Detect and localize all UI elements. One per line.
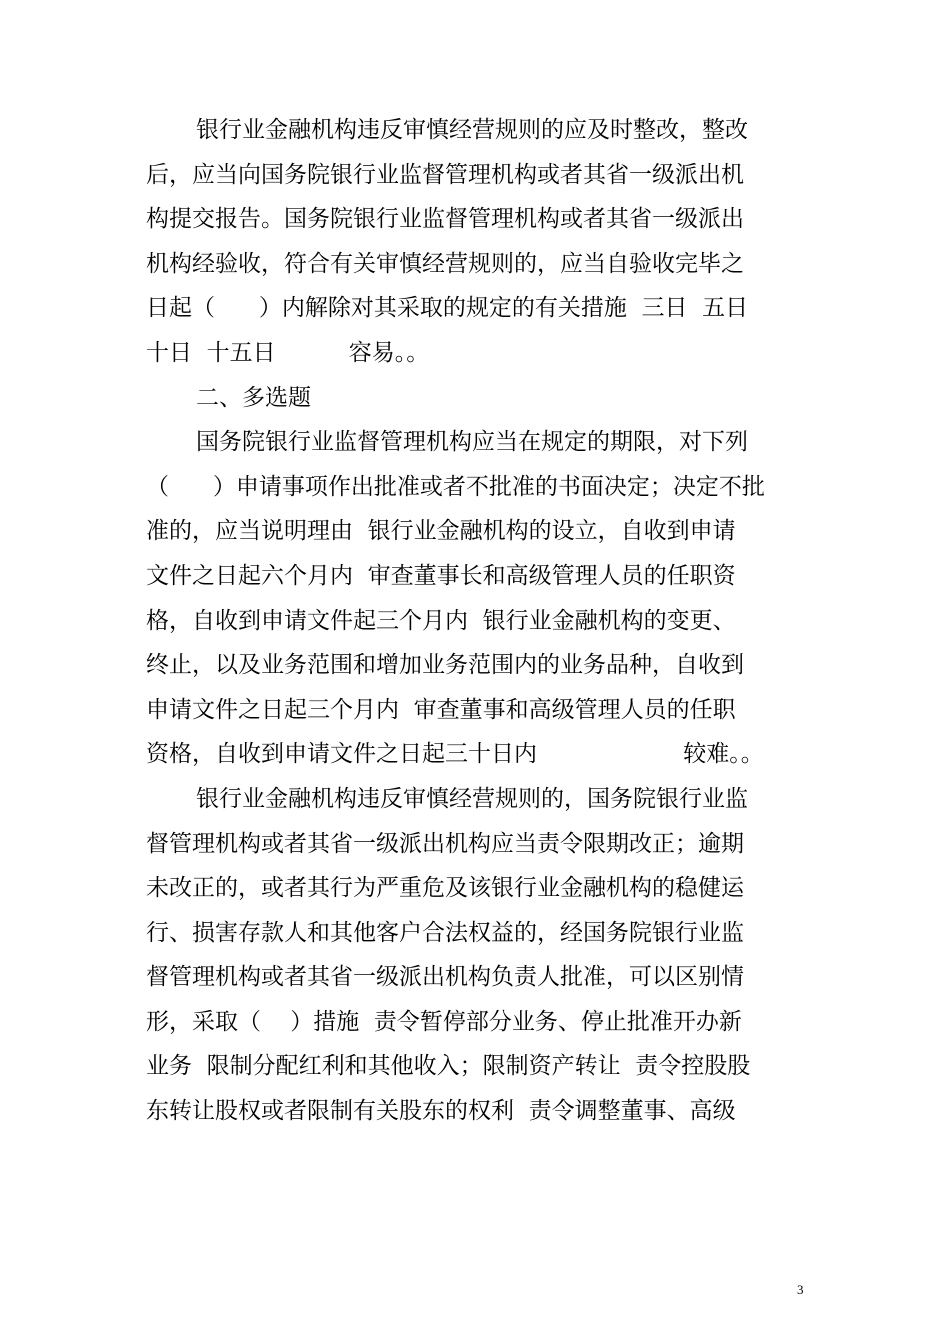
paragraph-line: 国务院银行业监督管理机构应当在规定的期限，对下列 — [196, 429, 748, 456]
paragraph-line: 东转让股权或者限制有关股东的权利 责令调整董事、高级 — [146, 1098, 736, 1125]
paragraph-line: 申请文件之日起三个月内 审查董事和高级管理人员的任职 — [146, 696, 736, 723]
paragraph-line: 督管理机构或者其省一级派出机构应当责令限期改正；逾期 — [146, 830, 744, 857]
page-number: 3 — [797, 1282, 804, 1297]
paragraph-line: 业务 限制分配红利和其他收入；限制资产转让 责令控股股 — [146, 1053, 751, 1080]
paragraph-line: 终止，以及业务范围和增加业务范围内的业务品种，自收到 — [146, 652, 744, 679]
section-heading: 二、多选题 — [196, 384, 311, 411]
paragraph-line: 银行业金融机构违反审慎经营规则的应及时整改，整改 — [196, 117, 748, 143]
paragraph-line: 行、损害存款人和其他客户合法权益的，经国务院银行业监 — [146, 919, 744, 946]
paragraph-line: 构提交报告。国务院银行业监督管理机构或者其省一级派出 — [146, 206, 744, 233]
paragraph-line: 十日 十五日 容易。。 — [146, 339, 430, 366]
paragraph-line: 格，自收到申请文件起三个月内 银行业金融机构的变更、 — [146, 607, 736, 634]
paragraph-line: 日起（ ）内解除对其采取的规定的有关措施 三日 五日 — [146, 295, 749, 322]
paragraph-line: 形，采取（ ）措施 责令暂停部分业务、停止批准开办新 — [146, 1008, 742, 1035]
paragraph-line: 银行业金融机构违反审慎经营规则的，国务院银行业监 — [196, 785, 748, 812]
body-text — [146, 108, 811, 1134]
paragraph-line: 未改正的，或者其行为严重危及该银行业金融机构的稳健运 — [146, 875, 744, 902]
paragraph-line: 督管理机构或者其省一级派出机构负责人批准，可以区别情 — [146, 964, 744, 991]
paragraph-line: 资格，自收到申请文件之日起三十日内 较难。。 — [146, 741, 764, 768]
paragraph-line: 文件之日起六个月内 审查董事长和高级管理人员的任职资 — [146, 562, 736, 589]
paragraph-line: 准的，应当说明理由 银行业金融机构的设立，自收到申请 — [146, 518, 736, 545]
paragraph-line: 机构经验收，符合有关审慎经营规则的，应当自验收完毕之 — [146, 250, 744, 277]
paragraph-line: 后，应当向国务院银行业监督管理机构或者其省一级派出机 — [146, 161, 744, 188]
paragraph-line: （ ）申请事项作出批准或者不批准的书面决定；决定不批 — [146, 473, 765, 500]
